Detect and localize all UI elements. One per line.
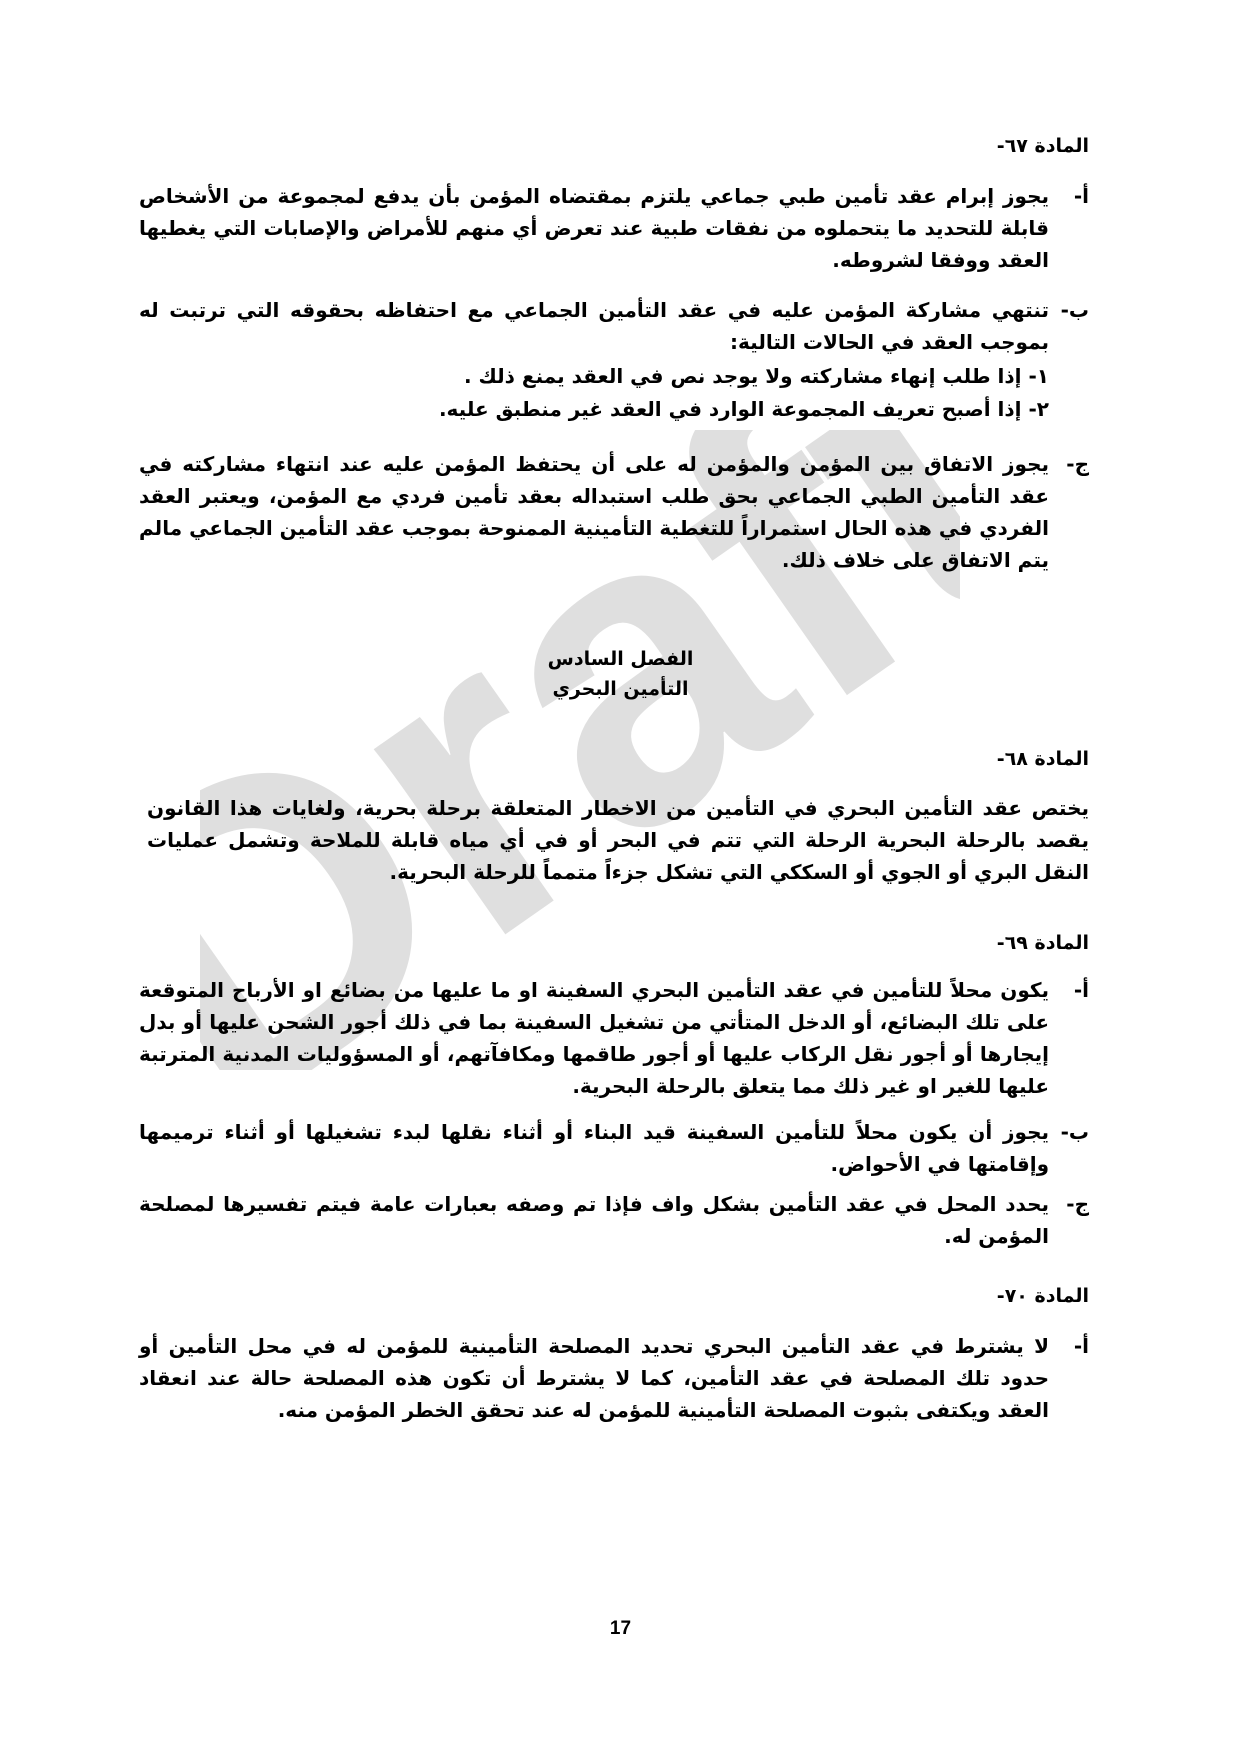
item-label: ب- [1060, 298, 1089, 322]
watermark-text: Draft [200, 430, 960, 1070]
item-text: يجوز الاتفاق بين المؤمن والمؤمن له على أن يحتفظ المؤمن عليه عند انتهاء مشاركته في عقد التأمين الطبي الجماعي بحق طلب استبداله بعقد تأمين فردي مع المؤمن، ويعتبر العقد الفردي في هذه الحال استمراراً للتغطية التأمينية الممنوحة بموجب عقد التأمين الجماعي مالم يتم الاتفاق على خلاف ذلك. [139, 452, 1049, 572]
article-69-item-c [139, 1188, 1089, 1252]
item-label: ج- [1066, 452, 1089, 476]
chapter-title: الفصل السادس [547, 648, 694, 670]
article-67-subitem-2: ٢- إذا أصبح تعريف المجموعة الوارد في العقد غير منطبق عليه. [438, 397, 1049, 421]
item-label: أ- [1073, 1334, 1089, 1358]
item-text: يحدد المحل في عقد التأمين بشكل واف فإذا تم وصفه بعبارات عامة فيتم تفسيرها لمصلحة المؤمن له. [139, 1192, 1049, 1248]
article-67-item-c [139, 448, 1089, 576]
item-text: يجوز أن يكون محلاً للتأمين السفينة قيد البناء أو أثناء نقلها لبدء تشغيلها أو أثناء ترميمها وإقامتها في الأحواض. [139, 1120, 1049, 1176]
item-label: ب- [1060, 1120, 1089, 1144]
article-68-text: يختص عقد التأمين البحري في التأمين من الاخطار المتعلقة برحلة بحرية، ولغايات هذا القانون يقصد بالرحلة البحرية الرحلة التي تتم في البحر أو في أي مياه قابلة للملاحة وتشمل عمليات النقل البري أو الجوي أو السككي التي تشكل جزءاً متمماً للرحلة البحرية. [147, 796, 1089, 884]
article-69-item-a [139, 974, 1089, 1102]
item-text: تنتهي مشاركة المؤمن عليه في عقد التأمين الجماعي مع احتفاظه بحقوقه التي ترتبت له بموجب العقد في الحالات التالية: [139, 298, 1049, 354]
article-69-item-b [139, 1116, 1089, 1180]
article-70-heading: المادة ٧٠- [996, 1285, 1089, 1307]
article-67-subitem-1: ١- إذا طلب إنهاء مشاركته ولا يوجد نص في العقد يمنع ذلك . [463, 364, 1049, 388]
item-label: ج- [1066, 1192, 1089, 1216]
item-label: أ- [1073, 184, 1089, 208]
item-text: يكون محلاً للتأمين في عقد التأمين البحري السفينة او ما عليها من بضائع او الأرباح المتوقعة على تلك البضائع، أو الدخل المتأتي من تشغيل السفينة بما في ذلك أجور الشحن عليها أو بدل إيجارها أو أجور نقل الركاب عليها أو أجور طاقمها ومكافآتهم، أو المسؤوليات المدنية المترتبة عليها للغير او غير ذلك مما يتعلق بالرحلة البحرية. [139, 978, 1049, 1098]
item-text: لا يشترط في عقد التأمين البحري تحديد المصلحة التأمينية للمؤمن له في محل التأمين أو حدود تلك المصلحة في عقد التأمين، كما لا يشترط أن تكون هذه المصلحة حالة عند انعقاد العقد ويكتفى بثبوت المصلحة التأمينية للمؤمن له عند تحقق الخطر المؤمن منه. [139, 1334, 1049, 1422]
article-67-item-a [139, 180, 1089, 276]
article-67-heading: المادة ٦٧- [996, 135, 1089, 157]
article-70-item-a [139, 1330, 1089, 1426]
chapter-subtitle: التأمين البحري [552, 678, 689, 700]
article-68-heading: المادة ٦٨- [996, 748, 1089, 770]
item-text: يجوز إبرام عقد تأمين طبي جماعي يلتزم بمقتضاه المؤمن بأن يدفع لمجموعة من الأشخاص قابلة للتحديد ما يتحملوه من نفقات طبية عند تعرض أي منهم للأمراض والإصابات التي يغطيها العقد ووفقا لشروطه. [139, 184, 1049, 272]
item-label: أ- [1073, 978, 1089, 1002]
page-number: 17 [609, 1618, 632, 1639]
article-67-item-b [139, 294, 1089, 358]
article-69-heading: المادة ٦٩- [996, 932, 1089, 954]
